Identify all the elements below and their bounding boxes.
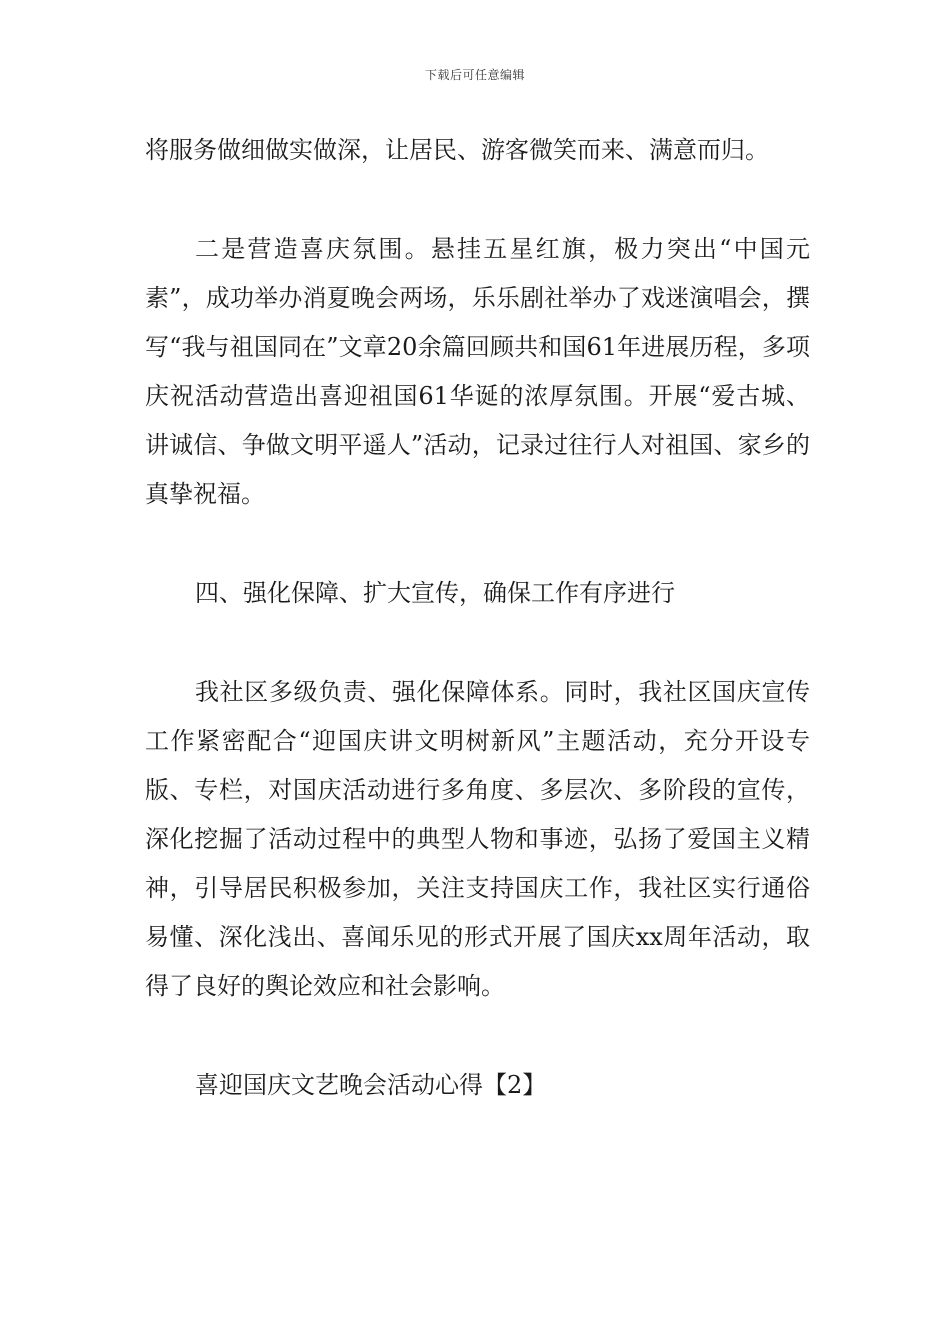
paragraph-publicity: 我社区多级负责、强化保障体系。同时，我社区国庆宣传工作紧密配合“迎国庆讲文明树新风”主题活动，充分开设专版、专栏，对国庆活动进行多角度、多层次、多阶段的宣传，深化挖掘了活动过程中的典型人物和事迹，弘扬了爱国主义精神，引导居民积极参加，关注支持国庆工作，我社区实行通俗易懂、深化浅出、喜闻乐见的形式开展了国庆xx周年活动，取得了良好的舆论效应和社会影响。 (145, 678, 810, 1000)
paragraph-celebration: 二是营造喜庆氛围。悬挂五星红旗，极力突出“中国元素”，成功举办消夏晚会两场，乐乐剧社举办了戏迷演唱会，撰写“我与祖国同在”文章20余篇回顾共和国61年进展历程，多项庆祝活动营造出喜迎祖国61华诞的浓厚氛围。开展“爱古城、讲诚信、争做文明平遥人”活动，记录过往行人对祖国、家乡的真挚祝福。 (145, 235, 810, 508)
article-title-2: 喜迎国庆文艺晚会活动心得【2】 (195, 1071, 547, 1099)
section-heading-four: 四、强化保障、扩大宣传，确保工作有序进行 (195, 579, 675, 607)
page-header: 下载后可任意编辑 (424, 68, 525, 82)
paragraph-continuation: 将服务做细做实做深，让居民、游客微笑而来、满意而归。 (145, 136, 769, 164)
document-body (145, 126, 810, 1110)
